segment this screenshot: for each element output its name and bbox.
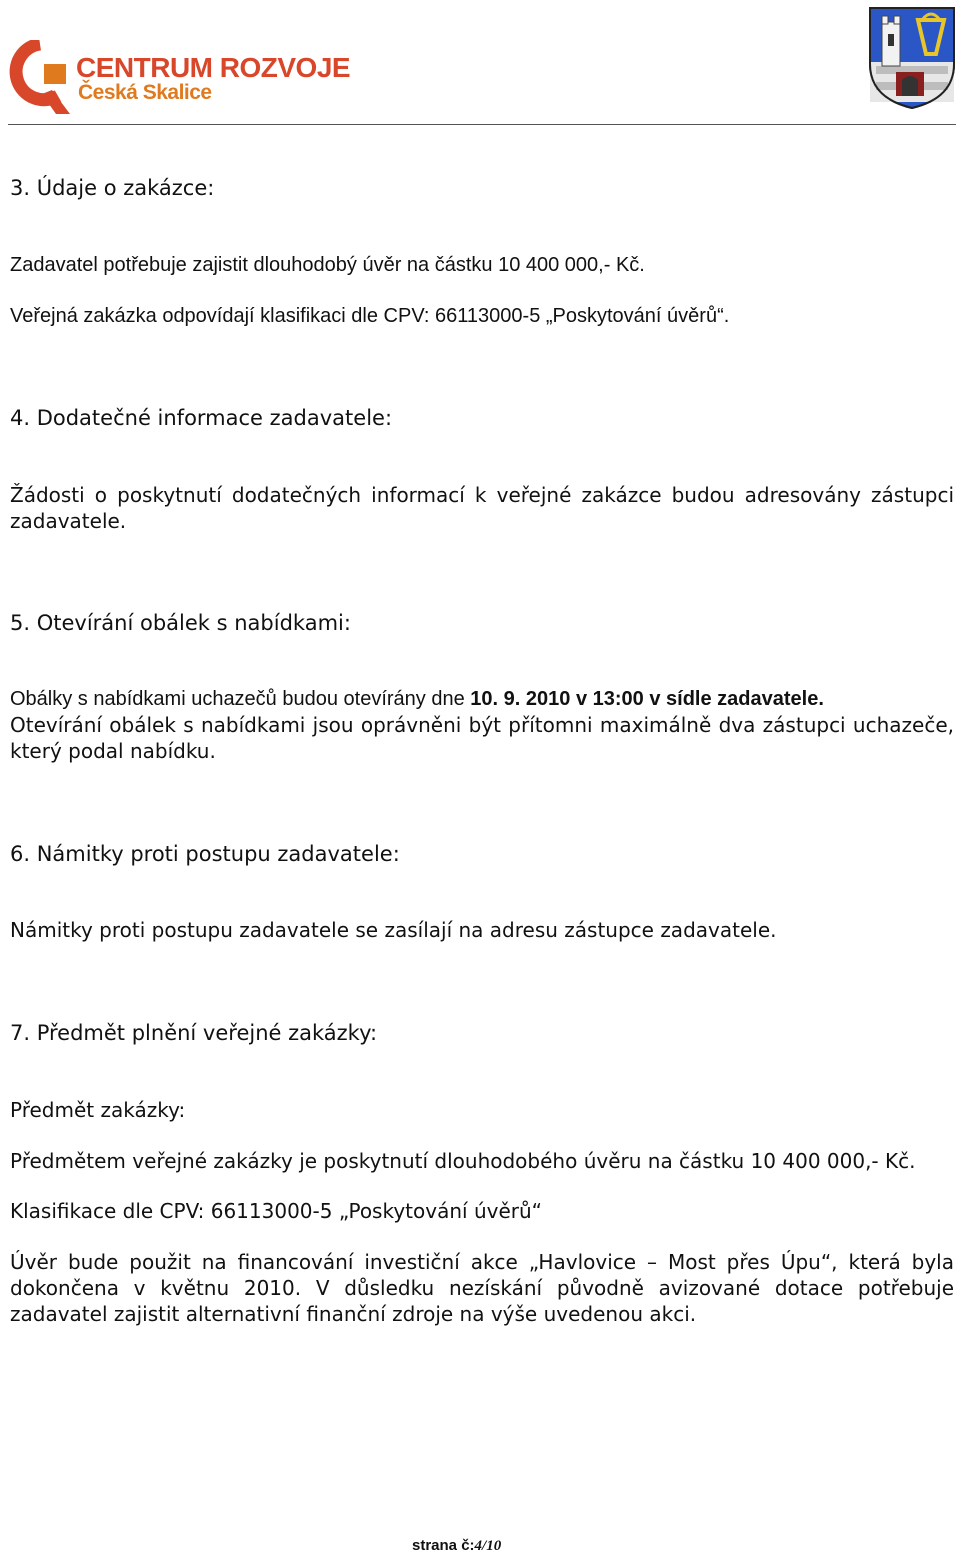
header-rule xyxy=(8,124,956,125)
section-4-heading: 4. Dodatečné informace zadavatele: xyxy=(10,406,393,430)
section-3-heading: 3. Údaje o zakázce: xyxy=(10,176,215,200)
section-3-line-2: Veřejná zakázka odpovídají klasifikaci dle CPV: 66113000-5 „Poskytování úvěrů“. xyxy=(10,305,730,327)
section-6-text: Námitky proti postupu zadavatele se zasílají na adresu zástupce zadavatele. xyxy=(10,918,777,942)
section-5-text-lead: Obálky s nabídkami uchazečů budou otevírány dne xyxy=(10,688,471,710)
section-3-line-1: Zadavatel potřebuje zajistit dlouhodobý úvěr na částku 10 400 000,- Kč. xyxy=(10,254,645,276)
page-header xyxy=(0,0,960,126)
section-7-line-1: Předmětem veřejné zakázky je poskytnutí dlouhodobého úvěru na částku 10 400 000,- Kč. xyxy=(10,1149,916,1173)
section-7-paragraph: Úvěr bude použit na financování investiční akce „Havlovice – Most přes Úpu“, která byla dokončena v květnu 2010. V důsledku nezískání původně avizované dotace potřebuje zadavatel zajistit alternativní finanční zdroje na výše uvedenou akci. xyxy=(10,1250,954,1326)
section-5-text xyxy=(10,686,954,764)
logo-title: CENTRUM ROZVOJE xyxy=(76,52,351,83)
section-5-date: 10. 9. 2010 v 13:00 v sídle zadavatele. xyxy=(470,688,824,710)
section-5-paragraph: Otevírání obálek s nabídkami jsou oprávněni být přítomni maximálně dva zástupci uchazeče, který podal nabídku. xyxy=(10,713,954,763)
page-footer xyxy=(412,1537,501,1555)
section-7-text xyxy=(10,1249,954,1327)
section-7-subheading: Předmět zakázky: xyxy=(10,1098,186,1122)
centrum-rozvoje-logo-icon xyxy=(8,40,72,116)
section-4-text xyxy=(10,482,954,534)
section-6-heading: 6. Námitky proti postupu zadavatele: xyxy=(10,842,400,866)
section-5-heading: 5. Otevírání obálek s nabídkami: xyxy=(10,611,351,635)
section-7-line-2: Klasifikace dle CPV: 66113000-5 „Poskytování úvěrů“ xyxy=(10,1199,543,1223)
footer-label: strana č: xyxy=(412,1537,475,1554)
logo-subtitle: Česká Skalice xyxy=(78,81,212,104)
page-number: 4/10 xyxy=(474,1538,502,1554)
town-coat-of-arms-icon xyxy=(866,6,958,110)
section-7-heading: 7. Předmět plnění veřejné zakázky: xyxy=(10,1021,378,1045)
section-4-paragraph: Žádosti o poskytnutí dodatečných informací k veřejné zakázce budou adresovány zástupci zadavatele. xyxy=(10,483,954,533)
